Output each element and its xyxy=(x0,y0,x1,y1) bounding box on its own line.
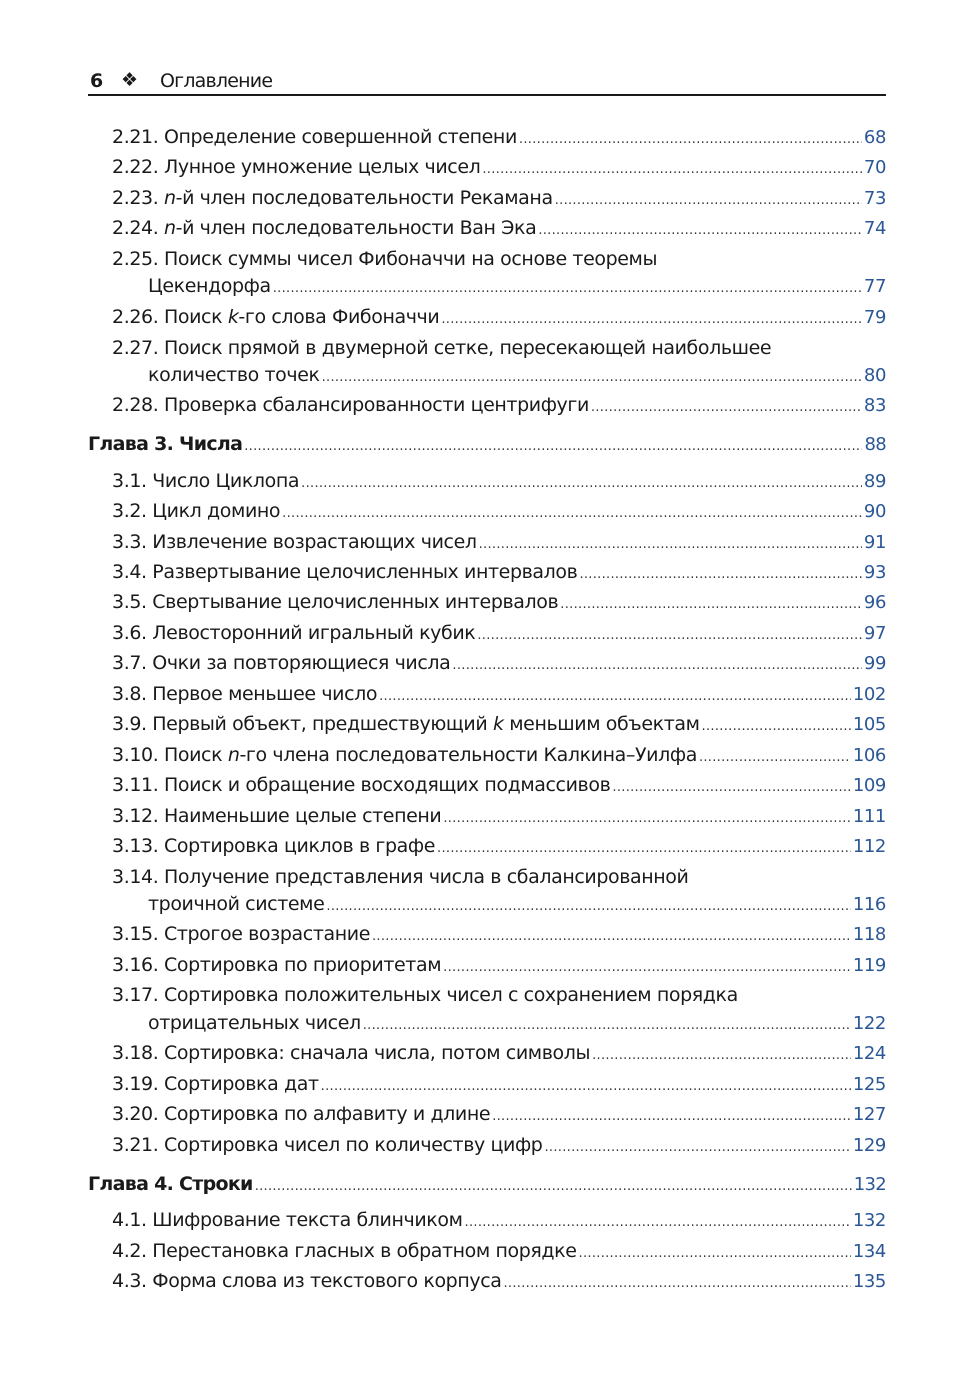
leader-dots xyxy=(443,955,851,981)
toc-page-number: 118 xyxy=(852,924,886,945)
toc-page-number: 99 xyxy=(863,653,886,674)
toc-page-number: 77 xyxy=(863,276,886,297)
toc-entry-title: 3.6. Левосторонний игральный кубик xyxy=(112,622,476,644)
toc-page-number: 89 xyxy=(863,471,886,492)
toc-entry[interactable] xyxy=(112,1268,886,1294)
toc-page-number: 116 xyxy=(852,894,886,915)
toc-entry[interactable] xyxy=(112,803,886,829)
toc-entry-title: 3.21. Сортировка чисел по количеству цифр xyxy=(112,1134,543,1156)
toc-entry-title: 3.8. Первое меньшее число xyxy=(112,683,378,705)
toc-entry[interactable] xyxy=(148,1010,886,1036)
toc-entry-title: 3.2. Цикл домино xyxy=(112,500,281,522)
header-page-number: 6 xyxy=(90,70,103,92)
leader-dots xyxy=(465,1210,851,1236)
leader-dots xyxy=(592,1043,851,1069)
toc-page-number: 74 xyxy=(863,218,886,239)
leader-dots xyxy=(326,894,850,920)
toc-entry[interactable] xyxy=(112,468,886,494)
toc-entry[interactable] xyxy=(112,589,886,615)
toc-page-number: 83 xyxy=(863,395,886,416)
leader-dots xyxy=(492,1104,851,1130)
toc-entry[interactable] xyxy=(112,304,886,330)
toc-page-number: 80 xyxy=(863,365,886,386)
toc-entry[interactable] xyxy=(112,185,886,211)
leader-dots xyxy=(363,1013,851,1039)
toc-entry-continuation: количество точек xyxy=(148,364,320,386)
toc-entry-continuation: троичной системе xyxy=(148,893,325,915)
toc-page-number: 132 xyxy=(852,1210,886,1231)
leader-dots xyxy=(699,745,851,771)
toc-entry-title: 3.15. Строгое возрастание xyxy=(112,923,370,945)
running-header xyxy=(88,68,886,96)
toc-entry-title[interactable]: 2.27. Поиск прямой в двумерной сетке, пересекающей наибольшее xyxy=(112,337,772,359)
toc-entry[interactable] xyxy=(112,1238,886,1264)
toc-page-number: 109 xyxy=(852,775,886,796)
toc-page-number: 88 xyxy=(864,434,886,455)
leader-dots xyxy=(379,684,851,710)
toc-entry[interactable] xyxy=(112,772,886,798)
toc-entry[interactable] xyxy=(112,154,886,180)
toc-entry-continuation: отрицательных чисел xyxy=(148,1012,361,1034)
leader-dots xyxy=(244,434,862,460)
leader-dots xyxy=(282,501,862,527)
leader-dots xyxy=(560,592,862,618)
toc-entry[interactable] xyxy=(112,559,886,585)
toc-page-number: 122 xyxy=(852,1013,886,1034)
leader-dots xyxy=(544,1135,850,1161)
toc-page-number: 93 xyxy=(863,562,886,583)
toc-entry[interactable] xyxy=(112,921,886,947)
toc-entry[interactable] xyxy=(112,1132,886,1158)
toc-page-number: 102 xyxy=(852,684,886,705)
toc-entry-title[interactable]: 2.25. Поиск суммы чисел Фибоначчи на основе теоремы xyxy=(112,248,658,270)
toc-chapter-title: Глава 3. Числа xyxy=(88,433,243,455)
leader-dots xyxy=(452,653,861,679)
leader-dots xyxy=(579,562,861,588)
toc-entry-title: 3.11. Поиск и обращение восходящих подмассивов xyxy=(112,774,611,796)
toc-entry-title: 3.20. Сортировка по алфавиту и длине xyxy=(112,1103,491,1125)
toc-entry-title: 3.10. Поиск n-го члена последовательности Калкина–Уилфа xyxy=(112,744,697,766)
toc-entry[interactable] xyxy=(112,681,886,707)
leader-dots xyxy=(273,276,862,302)
leader-dots xyxy=(255,1174,852,1200)
leader-dots xyxy=(322,365,862,391)
leader-dots xyxy=(437,836,851,862)
leader-dots xyxy=(372,924,851,950)
toc-page-number: 96 xyxy=(863,592,886,613)
toc-entry-title: 3.5. Свертывание целочисленных интервалов xyxy=(112,591,559,613)
toc-page-number: 90 xyxy=(863,501,886,522)
toc-entry[interactable] xyxy=(112,650,886,676)
toc-page-number: 127 xyxy=(852,1104,886,1125)
toc-page-number: 91 xyxy=(863,532,886,553)
leader-dots xyxy=(555,188,862,214)
leader-dots xyxy=(477,623,862,649)
toc-page-number: 97 xyxy=(863,623,886,644)
toc-entry-continuation: Цекендорфа xyxy=(148,275,271,297)
toc-entry-title: 3.7. Очки за повторяющиеся числа xyxy=(112,652,451,674)
toc-entry[interactable] xyxy=(112,498,886,524)
toc-page-number: 70 xyxy=(863,157,886,178)
toc-entry-title: 2.26. Поиск k-го слова Фибоначчи xyxy=(112,306,440,328)
toc-entry[interactable] xyxy=(112,1071,886,1097)
leader-dots xyxy=(443,806,850,832)
toc-entry[interactable] xyxy=(112,529,886,555)
toc-page-number: 129 xyxy=(852,1135,886,1156)
toc-page-number: 106 xyxy=(852,745,886,766)
toc-chapter-title: Глава 4. Строки xyxy=(88,1173,253,1195)
toc-page-number: 68 xyxy=(863,127,886,148)
leader-dots xyxy=(441,307,862,333)
toc-entry-title: 3.9. Первый объект, предшествующий k меньшим объектам xyxy=(112,713,700,735)
toc-page-number: 125 xyxy=(852,1074,886,1095)
toc-entry-title: 2.28. Проверка сбалансированности центрифуги xyxy=(112,394,589,416)
toc-entry[interactable] xyxy=(112,620,886,646)
toc-entry-title: 3.4. Развертывание целочисленных интервалов xyxy=(112,561,578,583)
toc-entry-title[interactable]: 3.14. Получение представления числа в сбалансированной xyxy=(112,866,689,888)
toc-entry[interactable] xyxy=(112,711,886,737)
toc-entry[interactable] xyxy=(112,952,886,978)
toc-entry[interactable] xyxy=(112,1040,886,1066)
toc-entry[interactable] xyxy=(112,124,886,150)
toc-entry-title: 4.1. Шифрование текста блинчиком xyxy=(112,1209,463,1231)
toc-entry-title: 3.16. Сортировка по приоритетам xyxy=(112,954,442,976)
toc-entry-title: 3.18. Сортировка: сначала числа, потом символы xyxy=(112,1042,591,1064)
leader-dots xyxy=(519,127,862,153)
toc-entry-title: 4.2. Перестановка гласных в обратном порядке xyxy=(112,1240,577,1262)
toc-entry[interactable] xyxy=(148,891,886,917)
toc-entry-title: 2.22. Лунное умножение целых чисел xyxy=(112,156,481,178)
leader-dots xyxy=(702,714,851,740)
leader-dots xyxy=(482,157,862,183)
leader-dots xyxy=(579,1241,851,1267)
toc-entry[interactable] xyxy=(148,362,886,388)
toc-entry[interactable] xyxy=(112,742,886,768)
toc-page-number: 111 xyxy=(852,806,886,827)
toc-entry-title: 3.3. Извлечение возрастающих чисел xyxy=(112,531,477,553)
toc-page-number: 132 xyxy=(853,1174,886,1195)
toc-entry-title: 2.23. n-й член последовательности Рекамана xyxy=(112,187,553,209)
toc-entry-title: 2.24. n-й член последовательности Ван Эка xyxy=(112,217,537,239)
toc-page-number: 105 xyxy=(852,714,886,735)
toc-page-number: 135 xyxy=(852,1271,886,1292)
toc-page-number: 112 xyxy=(852,836,886,857)
leader-dots xyxy=(504,1271,851,1297)
header-title: Оглавление xyxy=(160,70,273,92)
toc-entry[interactable] xyxy=(112,1207,886,1233)
leader-dots xyxy=(591,395,862,421)
toc-chapter[interactable] xyxy=(88,1171,886,1197)
toc-entry-title: 2.21. Определение совершенной степени xyxy=(112,126,517,148)
toc-entry[interactable] xyxy=(112,392,886,418)
leader-dots xyxy=(479,532,862,558)
toc-page-number: 79 xyxy=(863,307,886,328)
toc-page-number: 134 xyxy=(852,1241,886,1262)
leader-dots xyxy=(612,775,850,801)
toc-chapter[interactable] xyxy=(88,431,886,457)
toc-entry[interactable] xyxy=(148,273,886,299)
toc-entry-title: 3.1. Число Циклопа xyxy=(112,470,300,492)
leader-dots xyxy=(301,471,862,497)
toc-entry[interactable] xyxy=(112,215,886,241)
toc-entry-title: 3.19. Сортировка дат xyxy=(112,1073,319,1095)
toc-entry-title: 3.12. Наименьшие целые степени xyxy=(112,805,442,827)
toc-entry-title[interactable]: 3.17. Сортировка положительных чисел с сохранением порядка xyxy=(112,984,738,1006)
toc-entry[interactable] xyxy=(112,833,886,859)
ornament-icon: ❖ xyxy=(121,69,139,91)
leader-dots xyxy=(538,218,862,244)
toc-page-number: 119 xyxy=(852,955,886,976)
toc-page-number: 73 xyxy=(863,188,886,209)
toc-entry[interactable] xyxy=(112,1101,886,1127)
toc-entry-title: 3.13. Сортировка циклов в графе xyxy=(112,835,436,857)
toc-entry-title: 4.3. Форма слова из текстового корпуса xyxy=(112,1270,502,1292)
leader-dots xyxy=(321,1074,851,1100)
toc-page-number: 124 xyxy=(852,1043,886,1064)
